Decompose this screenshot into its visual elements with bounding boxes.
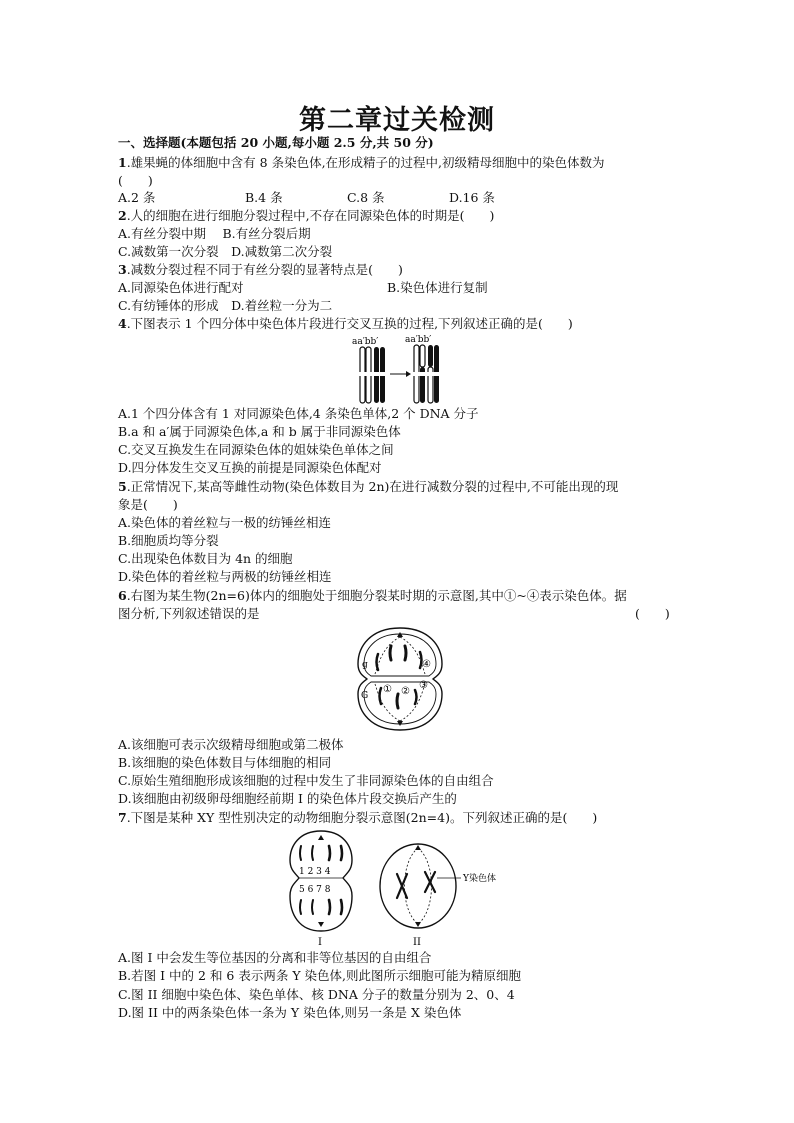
question-text: .减数分裂过程不同于有丝分裂的显著特点是( ): [126, 262, 403, 277]
option-b: B.4 条: [245, 190, 283, 205]
chromosome-label-3: ③: [419, 680, 428, 691]
question-7-option-d: D.图 II 中的两条染色体一条为 Y 染色体,则另一条是 X 染色体: [118, 1005, 462, 1020]
question-number: 5: [118, 479, 127, 494]
tetrad-crossover-figure: [350, 334, 450, 406]
question-text: .人的细胞在进行细胞分裂过程中,不存在同源染色体的时期是( ): [126, 208, 495, 223]
arrow-right-icon: [390, 371, 411, 377]
option-a: A.2 条: [118, 190, 156, 205]
question-4-option-d: D.四分体发生交叉互换的前提是同源染色体配对: [118, 460, 382, 475]
question-7-option-b: B.若图 I 中的 2 和 6 表示两条 Y 染色体,则此图所示细胞可能为精原细胞: [118, 968, 522, 983]
question-number: 4: [118, 316, 127, 331]
question-3-stem: [118, 262, 403, 278]
question-text: .正常情况下,某高等雌性动物(染色体数目为 2n)在进行减数分裂的过程中,不可能出现的现: [126, 479, 619, 494]
question-text: .雄果蝇的体细胞中含有 8 条染色体,在形成精子的过程中,初级精母细胞中的染色体数为: [126, 155, 605, 170]
question-number: 6: [118, 588, 127, 603]
question-number: 1: [118, 155, 127, 170]
question-6-option-b: B.该细胞的染色体数目与体细胞的相同: [118, 755, 332, 770]
gene-label-g: g: [362, 660, 368, 670]
question-4-option-b: B.a 和 a′属于同源染色体,a 和 b 属于非同源染色体: [118, 424, 401, 439]
figure-label-right: aa′bb′: [405, 335, 432, 345]
question-4-option-a: A.1 个四分体含有 1 对同源染色体,4 条染色单体,2 个 DNA 分子: [118, 406, 479, 421]
cell-II-outline-icon: [380, 844, 456, 928]
question-3-options-cd: C.有纺锤体的形成 D.着丝粒一分为二: [118, 298, 333, 313]
cell-I-outline-icon: [290, 831, 352, 931]
question-6-stem: [118, 588, 627, 604]
question-7-stem: [118, 810, 597, 826]
option-d: D.16 条: [449, 190, 495, 205]
question-7-option-c: C.图 II 细胞中染色体、染色单体、核 DNA 分子的数量分别为 2、0、4: [118, 987, 515, 1002]
section-heading: 一、选择题(本题包括 20 小题,每小题 2.5 分,共 50 分): [118, 135, 434, 150]
question-number: 2: [118, 208, 127, 223]
question-text: .下图是某种 XY 型性别决定的动物细胞分裂示意图(2n=4)。下列叙述正确的是( ): [126, 810, 598, 825]
question-6-option-d: D.该细胞由初级卵母细胞经前期 I 的染色体片段交换后产生的: [118, 791, 457, 806]
cell-II-chromosomes-icon: [397, 872, 435, 898]
question-4-stem: [118, 316, 573, 332]
figure-label-left: aa′bb′: [352, 337, 379, 347]
question-number: 7: [118, 810, 127, 825]
question-6-option-a: A.该细胞可表示次级精母细胞或第二极体: [118, 737, 344, 752]
option-b: B.染色体进行复制: [387, 280, 488, 295]
question-1-bracket: ( ): [118, 173, 153, 188]
question-5-stem: [118, 479, 618, 495]
figure-label-I: I: [318, 937, 322, 948]
option-a: A.同源染色体进行配对: [118, 280, 244, 295]
question-6-option-c: C.原始生殖细胞形成该细胞的过程中发生了非同源染色体的自由组合: [118, 773, 494, 788]
question-2-options-cd: C.减数第一次分裂 D.减数第二次分裂: [118, 244, 333, 259]
question-6-stem-continued: 图分析,下列叙述错误的是: [118, 606, 260, 621]
chromosome-label-4: ④: [422, 659, 431, 670]
chromosome-numbers-bottom: 5 6 7 8: [299, 885, 331, 895]
option-c: C.8 条: [347, 190, 385, 205]
tetrad-before-icon: [358, 347, 387, 403]
question-text: .下图表示 1 个四分体中染色体片段进行交叉互换的过程,下列叙述正确的是( ): [126, 316, 573, 331]
question-4-option-c: C.交叉互换发生在同源染色体的姐妹染色单体之间: [118, 442, 394, 457]
question-text: .右图为某生物(2n=6)体内的细胞处于细胞分裂某时期的示意图,其中①~④表示染色体。据: [126, 588, 627, 603]
question-3-options-ab: [118, 280, 488, 296]
question-5-option-c: C.出现染色体数目为 4n 的细胞: [118, 551, 293, 566]
cell-division-figure: [353, 624, 448, 734]
chromosomes-icon: [377, 646, 422, 708]
question-2-stem: [118, 208, 494, 224]
chromosome-numbers-top: 1 2 3 4: [299, 867, 331, 877]
question-2-options-ab: A.有丝分裂中期 B.有丝分裂后期: [118, 226, 311, 241]
figure-label-II: II: [413, 937, 421, 948]
chromosome-label-2: ②: [401, 686, 410, 697]
y-chromosome-label: Y染色体: [463, 874, 496, 884]
gene-label-G: G: [361, 691, 369, 701]
question-5-stem-continued: 象是( ): [118, 497, 178, 512]
question-1-stem: [118, 155, 605, 171]
cell-division-figure-I-II: [285, 828, 515, 950]
question-6-bracket: ( ): [635, 606, 670, 621]
question-5-option-d: D.染色体的着丝粒与两极的纺锤丝相连: [118, 569, 332, 584]
question-5-option-a: A.染色体的着丝粒与一极的纺锤丝相连: [118, 515, 332, 530]
cell-outline-icon: [358, 628, 442, 730]
tetrad-after-icon: [412, 345, 441, 403]
chromosome-label-1: ①: [383, 684, 392, 695]
question-1-options: [118, 190, 495, 206]
question-5-option-b: B.细胞质均等分裂: [118, 533, 219, 548]
question-7-option-a: A.图 I 中会发生等位基因的分离和非等位基因的自由组合: [118, 950, 432, 965]
cell-I-chromosomes-icon: [300, 835, 342, 927]
spindle-icon: [375, 632, 425, 726]
page-title: 第二章过关检测: [299, 105, 495, 136]
question-number: 3: [118, 262, 127, 277]
